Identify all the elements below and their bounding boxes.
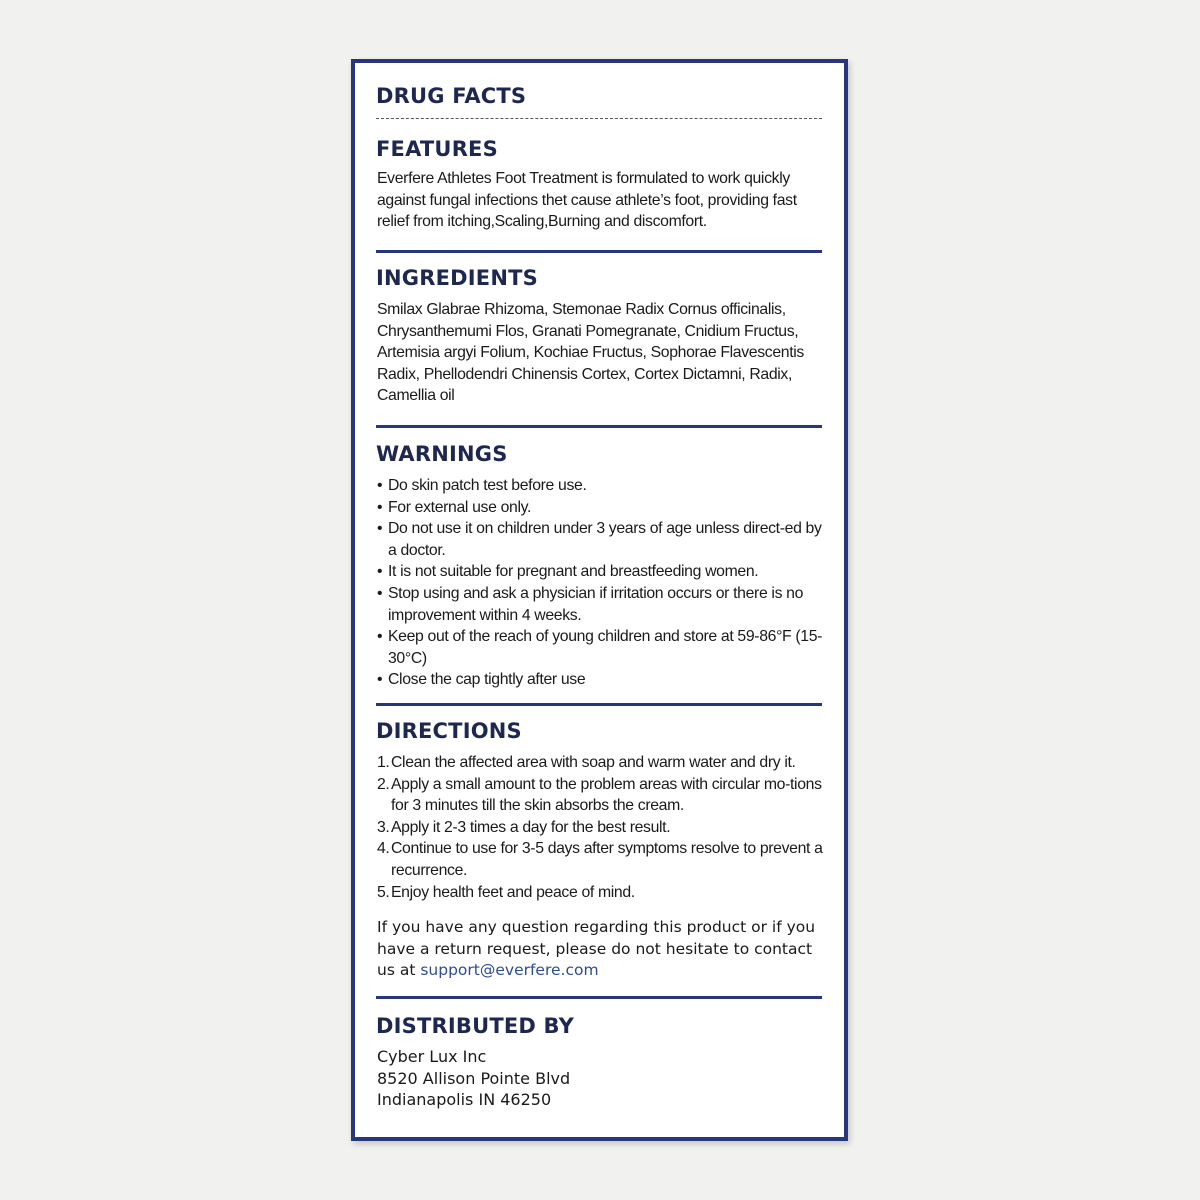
section-divider (376, 996, 822, 999)
warning-item: • It is not suitable for pregnant and breastfeeding women. (377, 563, 759, 581)
directions-heading: DIRECTIONS (376, 719, 522, 743)
directions-list (377, 752, 827, 903)
warning-item: • Keep out of the reach of young children and store at 59-86°F (15-30°C) (377, 628, 823, 667)
direction-item: 1. Clean the affected area with soap and warm water and dry it. (377, 754, 796, 771)
warning-item: • Do not use it on children under 3 years of age unless direct-ed by a doctor. (377, 520, 822, 559)
distributor-address (377, 1046, 827, 1111)
features-text: Everfere Athletes Foot Treatment is formulated to work quickly against fungal infections thet cause athlete’s foot, providing fast relief from itching,Scaling,Burning and discomfort. (377, 170, 797, 231)
drug-facts-label (351, 59, 848, 1141)
direction-item: 5. Enjoy health feet and peace of mind. (377, 883, 635, 901)
warnings-list (377, 475, 827, 691)
direction-item: 2. Apply a small amount to the problem areas with circular mo-tions for 3 minutes till the skin absorbs the cream. (377, 775, 822, 815)
section-divider (376, 425, 822, 428)
warning-item: • Stop using and ask a physician if irritation occurs or there is no improvement within 4 weeks. (377, 584, 804, 624)
dotted-divider (376, 118, 822, 119)
warning-item: • Close the cap tightly after use (377, 671, 586, 689)
direction-item: 4. Continue to use for 3-5 days after symptoms resolve to prevent a recurrence. (377, 840, 823, 879)
direction-item: 3. Apply it 2-3 times a day for the best result. (377, 818, 671, 836)
contact-text (377, 917, 827, 982)
ingredients-text: Smilax Glabrae Rhizoma, Stemonae Radix Cornus officinalis, Chrysanthemumi Flos, Granati Pomegranate, Cnidium Fructus, Artemisia argyi Folium, Kochiae Fructus, Sophorae Flavescentis Radix, Phellodendri Chinensis Cortex, Cortex Dictamni, Radix, Camellia oil (377, 301, 804, 405)
warnings-heading: WARNINGS (376, 442, 508, 466)
warning-item: • Do skin patch test before use. (377, 477, 587, 494)
distributor-company: Cyber Lux Inc (377, 1047, 487, 1066)
distributed-heading: DISTRIBUTED BY (376, 1014, 575, 1038)
distributor-city: Indianapolis IN 46250 (377, 1090, 552, 1110)
warning-item: • For external use only. (377, 498, 532, 516)
section-divider (376, 250, 822, 253)
distributor-street: 8520 Allison Pointe Blvd (377, 1068, 571, 1088)
contact-message: If you have any question regarding this product or if you have a return request, please do not hesitate to contact us at (377, 918, 816, 980)
features-heading: FEATURES (376, 137, 498, 161)
section-divider (376, 703, 822, 706)
directions-list-wrapper (377, 752, 827, 903)
drug-facts-title: DRUG FACTS (376, 84, 527, 108)
ingredients-heading: INGREDIENTS (376, 266, 538, 290)
warnings-list-wrapper (377, 475, 827, 691)
support-email-link[interactable]: support@everfere.com (420, 961, 599, 980)
